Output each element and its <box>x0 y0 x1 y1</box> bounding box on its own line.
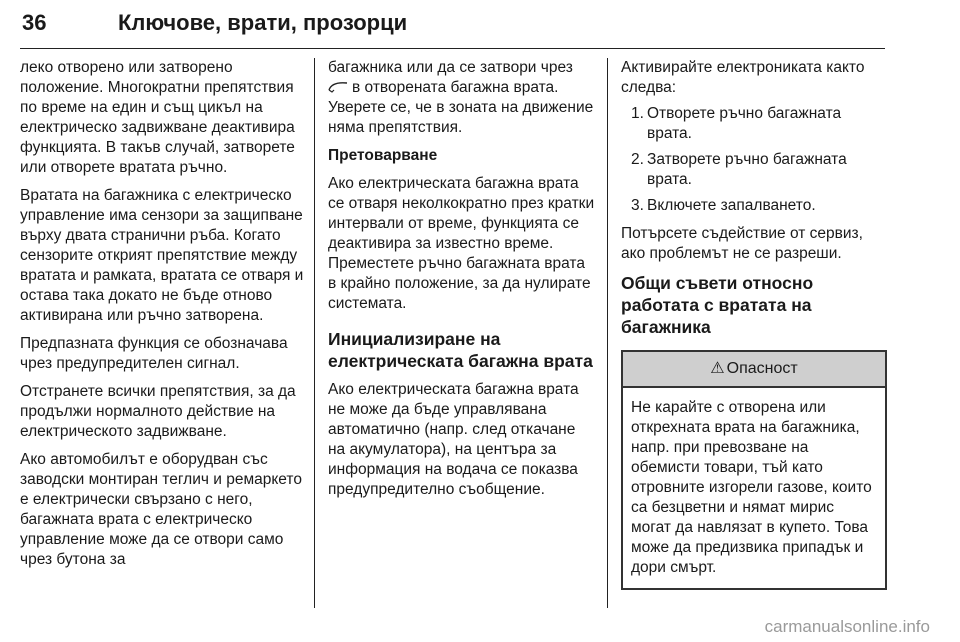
warning-box <box>621 350 887 590</box>
paragraph: Активирайте електрониката както следва: <box>621 59 865 96</box>
page-title: Ключове, врати, прозорци <box>118 10 408 35</box>
step-text: Затворете ръчно багажната врата. <box>647 151 847 188</box>
column-divider-2 <box>607 58 608 608</box>
paragraph: Отстранете всички препятствия, за да продължи нормалното действие на електрическото задвижване. <box>20 383 296 440</box>
warning-header <box>623 352 885 388</box>
step-text: Отворете ръчно багажната врата. <box>647 105 842 142</box>
subheading: Претоварване <box>328 147 438 164</box>
paragraph: Ако електрическата багажна врата не може да бъде управлявана автоматично (напр. след откачане на акумулатора), на центъра за информация на водача се показва предупредително съобщение. <box>328 381 579 498</box>
warning-title: Опасност <box>726 360 798 377</box>
paragraph: Вратата на багажника с електрическо управление има сензори за защипване върху двата странични ръба. Когато сензорите открият препятствие между вратата и рамката, вратата се отваря и остава така докато не бъде отново активирана или ръчно затворена. <box>20 187 304 324</box>
column-divider-1 <box>314 58 315 608</box>
paragraph: Предпазната функция се обозначава чрез предупредителен сигнал. <box>20 335 288 372</box>
page-header <box>20 4 885 54</box>
column-1 <box>20 58 308 578</box>
watermark: carmanualsonline.info <box>764 617 930 636</box>
paragraph-text: в отворената багажна врата. Уверете се, че в зоната на движение няма препятствия. <box>328 79 594 136</box>
paragraph: Потърсете съдействие от сервиз, ако проблемът не се разреши. <box>621 225 863 262</box>
paragraph: леко отворено или затворено положение. Многократни препятствия по време на един и същ цикъл на електрическо задвижване деактивира функцията. В такъв случай, затворете или отворете вратата ръчно. <box>20 59 295 176</box>
paragraph: Ако автомобилът е оборудван със заводски монтиран теглич и ремаркето е електрически свързано с него, багажната врата с електрическо управление може да се отвори само чрез бутона за <box>20 451 302 568</box>
step-number: 2. <box>631 151 644 168</box>
header-divider <box>20 48 885 49</box>
column-3 <box>621 58 887 590</box>
step-text: Включете запалването. <box>647 197 816 214</box>
section-heading: Инициализиране на електрическата багажна врата <box>328 329 593 371</box>
paragraph: Ако електрическата багажна врата се отваря неколкократно през кратки интервали от време, функцията се деактивира за известно време. Преместете ръчно багажната врата в крайно положение, за да нулирате системата. <box>328 175 595 312</box>
trunk-icon <box>328 81 348 93</box>
list-item <box>621 104 887 144</box>
paragraph <box>328 58 596 138</box>
steps-list <box>621 104 887 216</box>
list-item <box>621 150 887 190</box>
list-item <box>621 196 887 216</box>
paragraph-text: багажника или да се затвори чрез <box>328 59 573 76</box>
section-heading: Общи съвети относно работата с вратата на багажника <box>621 273 814 337</box>
column-2 <box>328 58 596 508</box>
warning-text: Не карайте с отворена или открехната врата на багажника, напр. при превозване на обемисти товари, тъй като отровните изгорели газове, които са безцветни и нямат мирис могат да навлязат в купето. Това може да предизвика припадък и дори смърт. <box>631 399 872 576</box>
step-number: 1. <box>631 105 644 122</box>
warning-triangle-icon: ⚠ <box>710 360 725 377</box>
page-number: 36 <box>22 10 47 35</box>
step-number: 3. <box>631 197 644 214</box>
